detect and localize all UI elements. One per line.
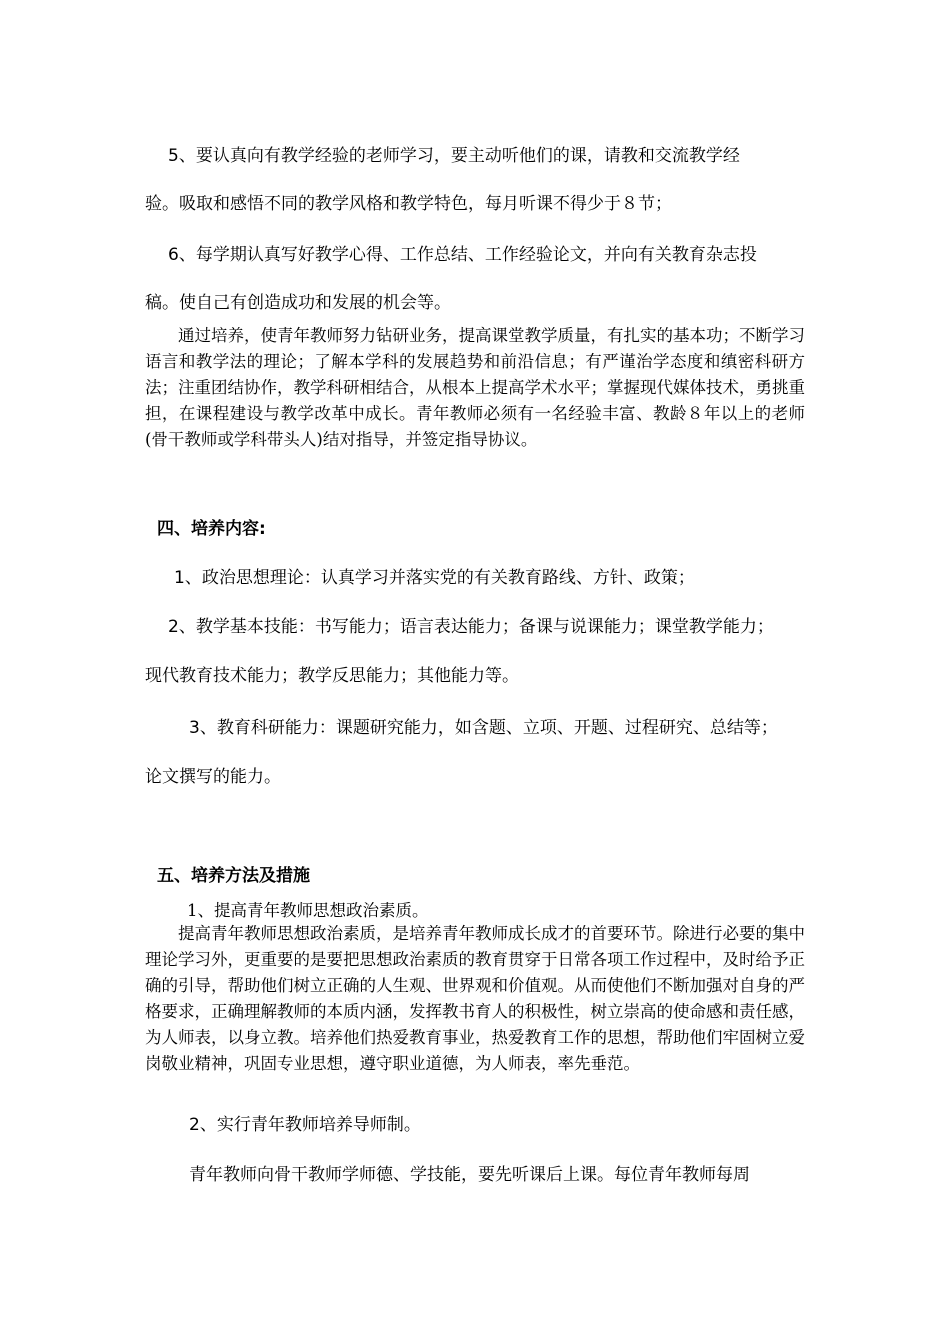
method1-paragraph: 提高青年教师思想政治素质，是培养青年教师成长成才的首要环节。除进行必要的集中理论学习外，更重要的是要把思想政治素质的教育贯穿于日常各项工作过程中，及时给予正确的引导，帮助他们树立正确的人生观、世界观和价值观。从而使他们不断加强对自身的严格要求，正确理解教师的本质内涵，发挥教书育人的积极性，树立崇高的使命感和责任感，为人师表，以身立教。培养他们热爱教育事业，热爱教育工作的思想，帮助他们牢固树立爱岗敬业精神，巩固专业思想，遵守职业道德，为人师表，率先垂范。	[145, 924, 805, 1073]
content2-line2: 现代教育技术能力；教学反思能力；其他能力等。	[145, 666, 519, 686]
content1: 1、政治思想理论：认真学习并落实党的有关教育路线、方针、政策；	[174, 568, 695, 588]
content2-line1: 2、教学基本技能：书写能力；语言表达能力；备课与说课能力；课堂教学能力；	[168, 617, 774, 637]
content3-line2: 论文撰写的能力。	[145, 767, 281, 787]
method2-line1: 青年教师向骨干教师学师德、学技能，要先听课后上课。每位青年教师每周	[189, 1165, 750, 1185]
content3-line1: 3、教育科研能力：课题研究能力，如含题、立项、开题、过程研究、总结等；	[189, 718, 778, 738]
training-goal-paragraph: 通过培养，使青年教师努力钻研业务，提高课堂教学质量，有扎实的基本功；不断学习语言和教学法的理论；了解本学科的发展趋势和前沿信息；有严谨治学态度和缜密科研方法；注重团结协作，教学科研相结合，从根本上提高学术水平；掌握现代媒体技术，勇挑重担，在课程建设与教学改革中成长。青年教师必须有一名经验丰富、教龄８年以上的老师(骨干教师或学科带头人)结对指导，并签定指导协议。	[145, 326, 805, 449]
method2-title: 2、实行青年教师培养导师制。	[189, 1115, 421, 1135]
section4-heading: 四、培养内容:	[157, 519, 266, 539]
item5-line1: 5、要认真向有教学经验的老师学习，要主动听他们的课，请教和交流教学经	[168, 146, 740, 166]
section5-heading: 五、培养方法及措施	[157, 866, 310, 886]
item6-line1: 6、每学期认真写好教学心得、工作总结、工作经验论文，并向有关教育杂志投	[168, 245, 757, 265]
item6-line2: 稿。使自己有创造成功和发展的机会等。	[145, 293, 451, 313]
item5-line2: 验。吸取和感悟不同的教学风格和教学特色，每月听课不得少于８节；	[145, 194, 672, 214]
method1-title: 1、提高青年教师思想政治素质。	[187, 901, 429, 920]
